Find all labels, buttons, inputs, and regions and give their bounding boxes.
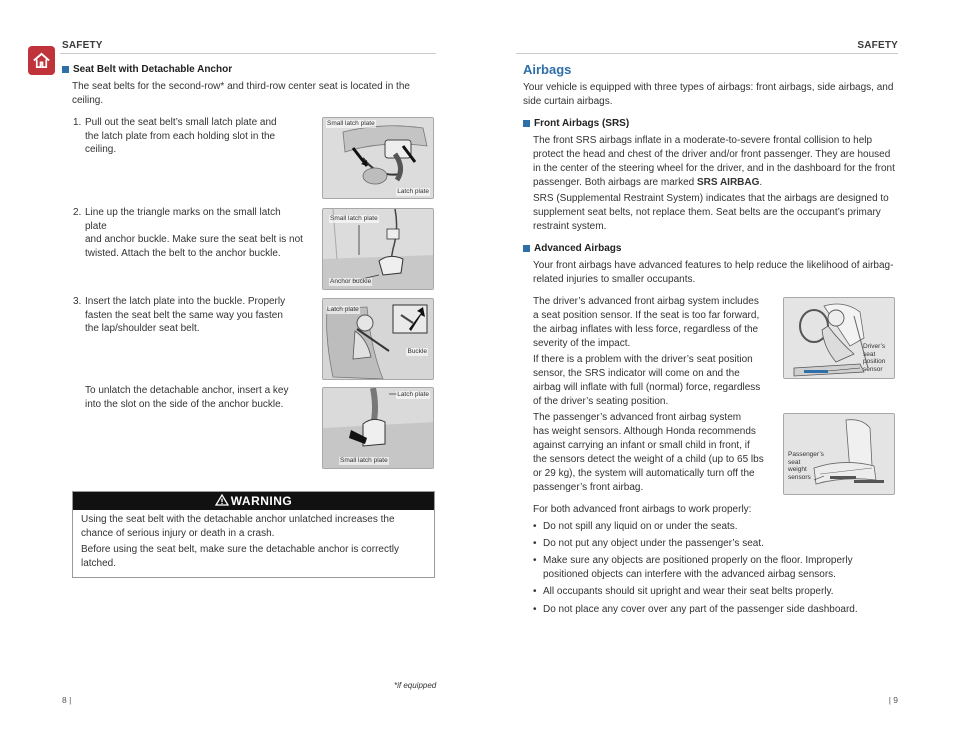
list-item: • Do not place any cover over any part of the passenger side dashboard. [533,604,858,615]
airbags-intro: Your vehicle is equipped with three types of airbags: front airbags, side airbags, and side curtain airbags. [523,82,894,107]
footnote: *if equipped [394,681,437,690]
home-icon[interactable] [28,46,55,75]
list-item: • Do not spill any liquid on or under the seats. [533,521,738,532]
figure-label: Latch plate [397,391,429,398]
figure-label: Buckle [407,348,427,355]
header-rule [60,53,436,54]
step-1: 1. Pull out the seat belt’s small latch plate and the latch plate from each holding slot in the ceiling. [73,117,277,155]
figure-attach-anchor [322,208,434,290]
proper-operation-intro: For both advanced front airbags to work properly: [533,504,752,515]
figure-insert-buckle [322,298,434,380]
srs-airbag-marking: SRS AIRBAG [696,177,760,188]
warning-paragraph-2: Before using the seat belt, make sure the detachable anchor is correctly latched. [81,544,399,569]
figure-label: Latch plate [327,306,359,313]
warning-triangle-icon [215,494,229,509]
square-bullet-icon [523,120,530,127]
list-item: • All occupants should sit upright and wear their seat belts properly. [533,586,834,597]
list-item: • Make sure any objects are positioned properly on the floor. Improperly positioned objects can interfere with the advanced airbag sensors. [533,555,853,580]
section-header: SAFETY [857,40,898,51]
figure-label: Small latch plate [330,215,378,222]
sensor-problem-paragraph: If there is a problem with the driver’s seat position sensor, the SRS indicator will come on and the airbag will inflate with full (normal) force, regardless of the driver’s seating position. [533,354,761,407]
figure-passenger-weight-sensors [783,413,895,495]
list-item: • Do not put any object under the passenger’s seat. [533,538,764,549]
step-2: 2. Line up the triangle marks on the small latch plate and anchor buckle. Make sure the seat belt is not twisted. Attach the belt to the anchor buckle. [73,207,303,259]
driver-sensor-paragraph: The driver’s advanced front airbag system includes a seat position sensor. If the seat is too far forward, the airbag inflates with less force, regardless of the severity of the impact. [533,296,760,349]
section-header: SAFETY [62,40,103,51]
warning-box [72,491,435,578]
figure-pull-latch-plates [322,117,434,199]
front-airbags-paragraph-1: The front SRS airbags inflate in a moderate-to-severe frontal collision to help protect the head and chest of the driver and/or front passenger. They are housed in the center of the steering wheel for the driver, and in the dashboard for the front passenger. Both airbags are marked SRS AIRBAG. [533,135,895,188]
figure-label: Driver’s seat position sensor [863,343,886,373]
warning-paragraph-1: Using the seat belt with the detachable anchor unlatched increases the chance of serious injury or death in a crash. [81,514,395,539]
step-3: 3. Insert the latch plate into the buckle. Properly fasten the seat belt the same way you fasten the lap/shoulder seat belt. [73,296,286,334]
figure-label: Small latch plate [340,457,388,464]
advanced-airbags-intro: Your front airbags have advanced features to help reduce the likelihood of airbag- related injuries to smaller occupants. [533,260,894,285]
figure-label: Latch plate [397,188,429,195]
subsection-title: Seat Belt with Detachable Anchor [62,64,232,75]
page-number: | 9 [888,695,898,705]
header-rule [516,53,898,54]
page-title: Airbags [523,62,572,77]
advanced-airbags-title: Advanced Airbags [523,243,621,254]
figure-label: Small latch plate [327,120,375,127]
page-number: 8 | [62,695,72,705]
square-bullet-icon [62,66,69,73]
unlatch-paragraph: To unlatch the detachable anchor, insert a key into the slot on the side of the anchor buckle. [85,385,289,410]
square-bullet-icon [523,245,530,252]
figure-label: Passenger’s seat weight sensors [788,451,824,481]
figure-label: Anchor buckle [330,278,372,285]
intro-paragraph: The seat belts for the second-row* and third-row center seat is located in the ceiling. [72,81,410,106]
front-airbags-paragraph-2: SRS (Supplemental Restraint System) indicates that the airbags are designed to supplement seat belts, not replace them. Seat belts are the occupant’s primary restraint system. [533,193,889,232]
figure-driver-seat-sensor [783,297,895,379]
front-airbags-title: Front Airbags (SRS) [523,118,629,129]
figure-unlatch-anchor [322,387,434,469]
warning-header: WARNING [73,492,434,510]
passenger-sensor-paragraph: The passenger’s advanced front airbag system has weight sensors. Although Honda recommends against carrying an infant or small child in front, if the sensors detect the weight of a child (up to 65 lbs or 29 kg), the system will automatically turn off the passenger’s front airbag. [533,412,764,493]
